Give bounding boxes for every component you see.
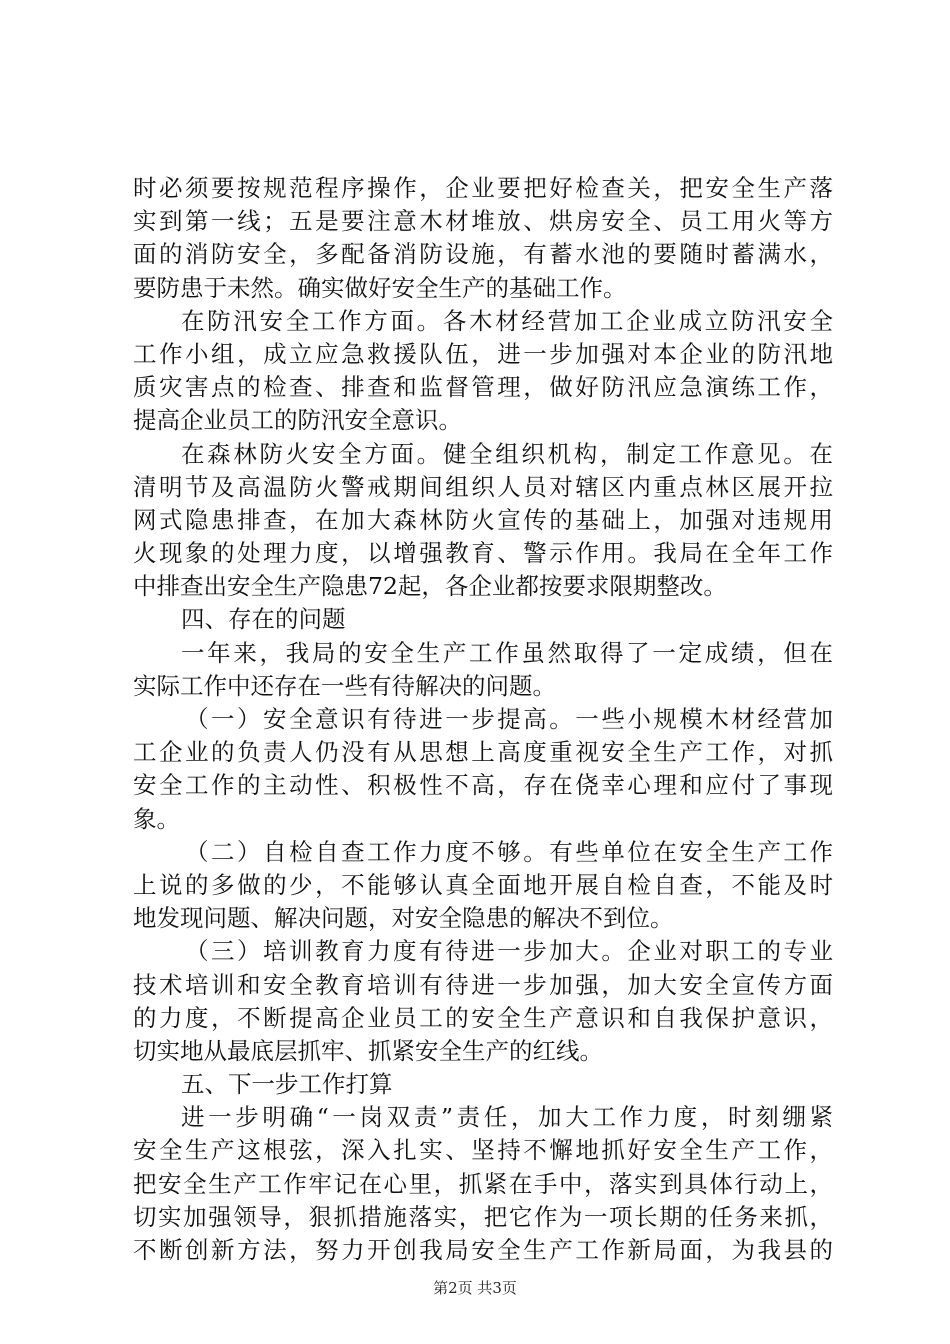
text-line: 把安全生产工作牢记在心里，抓紧在手中，落实到具体行动上， <box>133 1169 833 1198</box>
text-line: 面的消防安全，多配备消防设施，有蓄水池的要随时蓄满水， <box>133 240 833 269</box>
text-line: 切实加强领导，狠抓措施落实，把它作为一项长期的任务来抓， <box>133 1202 833 1231</box>
text-line: 一年来，我局的安全生产工作虽然取得了一定成绩，但在 <box>181 638 833 667</box>
text-line: 在森林防火安全方面。健全组织机构，制定工作意见。在 <box>181 439 833 468</box>
text-line: 清明节及高温防火警戒期间组织人员对辖区内重点林区展开拉 <box>133 472 833 501</box>
text-line: （三）培训教育力度有待进一步加大。企业对职工的专业 <box>185 937 833 966</box>
text-line: 火现象的处理力度，以增强教育、警示作用。我局在全年工作 <box>133 539 833 568</box>
text-line: 安全生产这根弦，深入扎实、坚持不懈地抓好安全生产工作， <box>133 1136 833 1165</box>
text-line: 五、下一步工作打算 <box>181 1070 393 1099</box>
text-line: 实际工作中还存在一些有待解决的问题。 <box>133 671 556 700</box>
text-line: 中排查出安全生产隐患72起，各企业都按要求限期整改。 <box>133 572 727 601</box>
text-line: 地发现问题、解决问题，对安全隐患的解决不到位。 <box>133 904 674 933</box>
text-line: 提高企业员工的防汛安全意识。 <box>133 406 462 435</box>
text-line: 实到第一线；五是要注意木材堆放、烘房安全、员工用火等方 <box>133 207 833 236</box>
text-line: 在防汛安全工作方面。各木材经营加工企业成立防汛安全 <box>181 306 833 335</box>
text-line: 质灾害点的检查、排查和监督管理，做好防汛应急演练工作， <box>133 373 833 402</box>
text-line: 进一步明确“一岗双责”责任，加大工作力度，时刻绷紧 <box>181 1103 833 1132</box>
document-body <box>133 172 833 1267</box>
text-line: 工作小组，成立应急救援队伍，进一步加强对本企业的防汛地 <box>133 339 833 368</box>
text-line: 上说的多做的少，不能够认真全面地开展自检自查，不能及时 <box>133 870 833 899</box>
page-footer: 第2页 共3页 <box>433 1279 517 1297</box>
text-line: 安全工作的主动性、积极性不高，存在侥幸心理和应付了事现 <box>133 771 833 800</box>
text-line: 四、存在的问题 <box>181 605 346 634</box>
text-line: （二）自检自查工作力度不够。有些单位在安全生产工作 <box>185 837 833 866</box>
text-line: （一）安全意识有待进一步提高。一些小规模木材经营加 <box>185 705 833 733</box>
text-line: 技术培训和安全教育培训有待进一步加强，加大安全宣传方面 <box>133 970 833 999</box>
text-line: 要防患于未然。确实做好安全生产的基础工作。 <box>133 273 627 302</box>
text-line: 时必须要按规范程序操作，企业要把好检查关，把安全生产落 <box>133 174 833 202</box>
text-line: 网式隐患排查，在加大森林防火宣传的基础上，加强对违规用 <box>133 505 833 534</box>
text-line: 切实地从最底层抓牢、抓紧安全生产的红线。 <box>133 1036 603 1065</box>
text-line: 象。 <box>133 804 180 833</box>
text-line: 不断创新方法，努力开创我局安全生产工作新局面，为我县的 <box>133 1236 833 1264</box>
text-line: 工企业的负责人仍没有从思想上高度重视安全生产工作，对抓 <box>133 738 833 767</box>
text-line: 的力度，不断提高企业员工的安全生产意识和自我保护意识， <box>133 1003 833 1032</box>
